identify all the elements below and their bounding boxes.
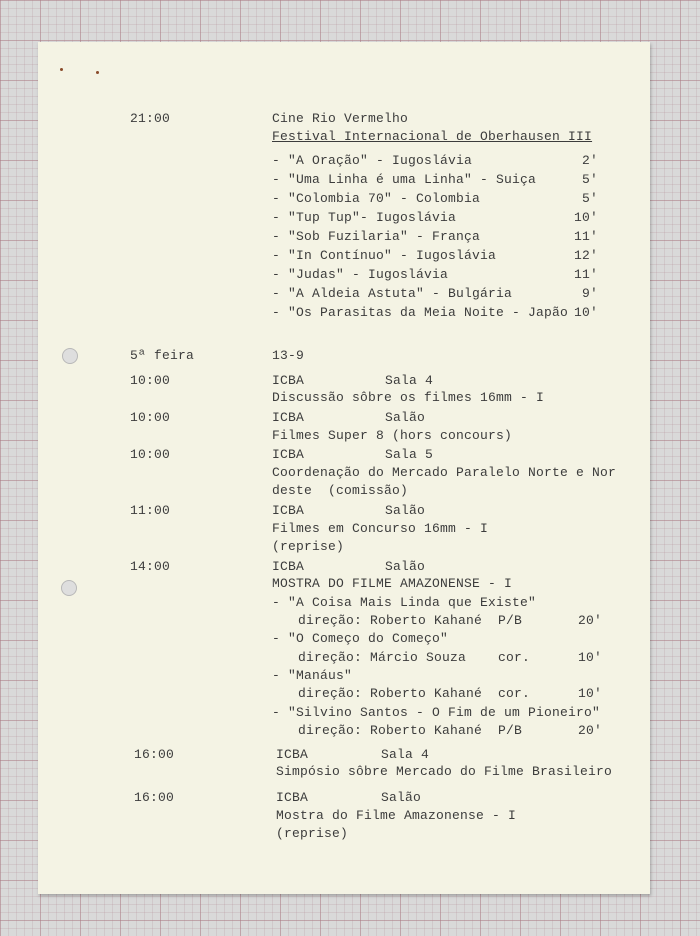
time-label: 11:00 bbox=[130, 503, 171, 518]
film-duration: 9' bbox=[581, 286, 598, 301]
film-duration: 10' bbox=[577, 686, 602, 701]
film-duration: 10' bbox=[577, 650, 602, 665]
event-description: (reprise) bbox=[272, 539, 345, 554]
punch-hole bbox=[61, 580, 77, 596]
film-duration: 10' bbox=[573, 210, 598, 225]
room-label: Sala 4 bbox=[385, 373, 434, 388]
film-title: - "A Oração" - Iugoslávia bbox=[272, 153, 473, 168]
room-label: Sala 5 bbox=[385, 447, 434, 462]
film-title: - "Uma Linha é uma Linha" - Suiça bbox=[272, 172, 537, 187]
film-title: - "O Começo do Começo" bbox=[272, 631, 449, 646]
event-description: Discussão sôbre os filmes 16mm - I bbox=[272, 390, 545, 405]
time-label: 21:00 bbox=[130, 111, 171, 126]
film-duration: 20' bbox=[577, 723, 602, 738]
place-label: ICBA bbox=[272, 373, 305, 388]
film-credit: direção: Roberto Kahané P/B bbox=[298, 723, 523, 738]
event-description: Filmes Super 8 (hors concours) bbox=[272, 428, 513, 443]
film-title: - "Colombia 70" - Colombia bbox=[272, 191, 481, 206]
film-duration: 2' bbox=[581, 153, 598, 168]
film-duration: 5' bbox=[581, 172, 598, 187]
event-description: Simpósio sôbre Mercado do Filme Brasileiro bbox=[276, 764, 613, 779]
film-duration: 11' bbox=[573, 229, 598, 244]
room-label: Salão bbox=[385, 410, 426, 425]
place-label: ICBA bbox=[272, 559, 305, 574]
event-description: Coordenação do Mercado Paralelo Norte e Nor bbox=[272, 465, 617, 480]
film-title: - "Silvino Santos - O Fim de um Pioneiro" bbox=[272, 705, 601, 720]
film-title: - "Manáus" bbox=[272, 668, 353, 683]
event-description: Filmes em Concurso 16mm - I bbox=[272, 521, 489, 536]
weekday-label: 5ª feira bbox=[130, 348, 195, 363]
time-label: 16:00 bbox=[134, 790, 175, 805]
time-label: 10:00 bbox=[130, 373, 171, 388]
film-title: - "Os Parasitas da Meia Noite - Japão bbox=[272, 305, 569, 320]
place-label: ICBA bbox=[276, 747, 309, 762]
venue-title: Cine Rio Vermelho bbox=[272, 111, 409, 126]
event-description: MOSTRA DO FILME AMAZONENSE - I bbox=[272, 576, 513, 591]
room-label: Salão bbox=[381, 790, 422, 805]
film-title: - "Tup Tup"- Iugoslávia bbox=[272, 210, 457, 225]
place-label: ICBA bbox=[272, 503, 305, 518]
date-label: 13-9 bbox=[272, 348, 305, 363]
film-credit: direção: Márcio Souza cor. bbox=[298, 650, 531, 665]
typed-page bbox=[38, 42, 650, 894]
event-description: deste (comissão) bbox=[272, 483, 409, 498]
room-label: Sala 4 bbox=[381, 747, 430, 762]
ink-speck bbox=[96, 71, 99, 74]
time-label: 10:00 bbox=[130, 447, 171, 462]
time-label: 14:00 bbox=[130, 559, 171, 574]
film-title: - "Judas" - Iugoslávia bbox=[272, 267, 449, 282]
film-duration: 5' bbox=[581, 191, 598, 206]
film-title: - "A Coisa Mais Linda que Existe" bbox=[272, 595, 537, 610]
film-duration: 10' bbox=[573, 305, 598, 320]
film-credit: direção: Roberto Kahané cor. bbox=[298, 686, 531, 701]
film-title: - "A Aldeia Astuta" - Bulgária bbox=[272, 286, 513, 301]
film-title: - "Sob Fuzilaria" - França bbox=[272, 229, 481, 244]
time-label: 16:00 bbox=[134, 747, 175, 762]
film-duration: 20' bbox=[577, 613, 602, 628]
event-description: Mostra do Filme Amazonense - I bbox=[276, 808, 517, 823]
ink-speck bbox=[60, 68, 63, 71]
place-label: ICBA bbox=[272, 447, 305, 462]
time-label: 10:00 bbox=[130, 410, 171, 425]
film-duration: 12' bbox=[573, 248, 598, 263]
film-credit: direção: Roberto Kahané P/B bbox=[298, 613, 523, 628]
festival-title: Festival Internacional de Oberhausen III bbox=[272, 129, 593, 144]
place-label: ICBA bbox=[272, 410, 305, 425]
place-label: ICBA bbox=[276, 790, 309, 805]
film-title: - "In Contínuo" - Iugoslávia bbox=[272, 248, 497, 263]
film-duration: 11' bbox=[573, 267, 598, 282]
punch-hole bbox=[62, 348, 78, 364]
room-label: Salão bbox=[385, 503, 426, 518]
event-description: (reprise) bbox=[276, 826, 349, 841]
room-label: Salão bbox=[385, 559, 426, 574]
